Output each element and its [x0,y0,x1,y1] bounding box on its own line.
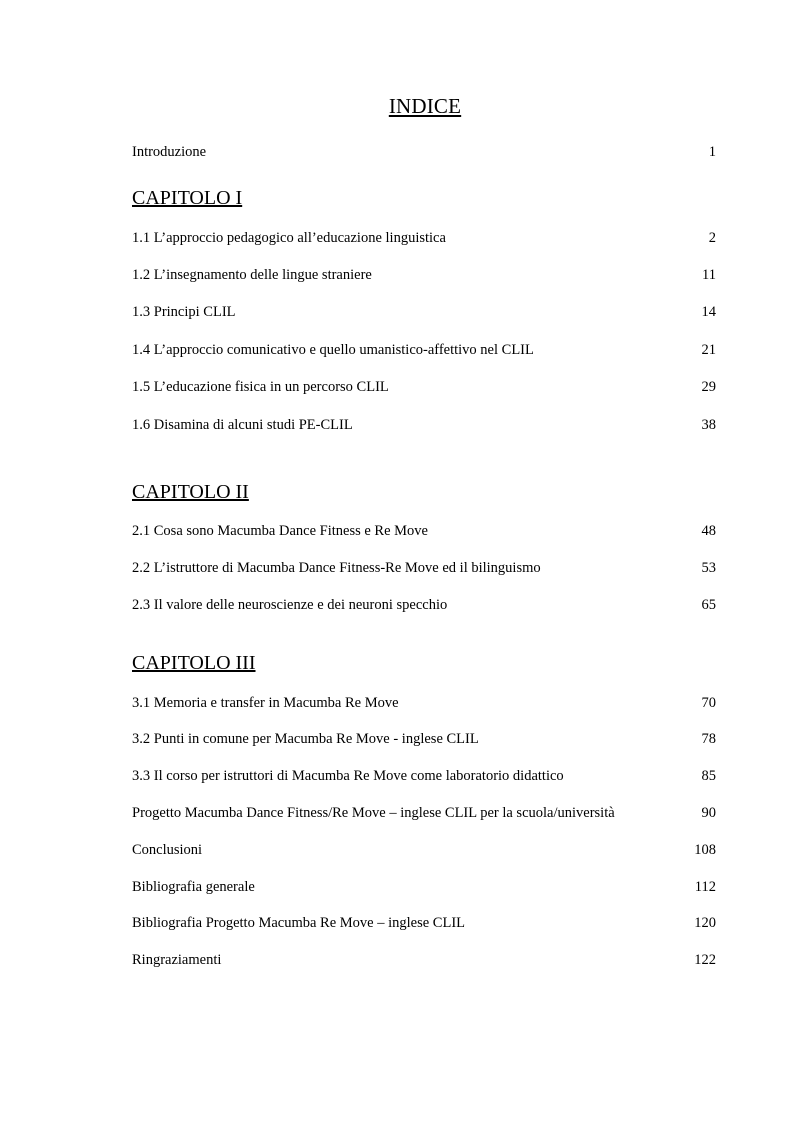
toc-entry-page: 53 [701,560,716,576]
toc-entry [132,304,716,321]
toc-entry [132,915,716,932]
toc-entry-page: 48 [701,523,716,539]
toc-entry-label: 1.4 L’approccio comunicativo e quello umanistico-affettivo nel CLIL [132,342,534,358]
toc-entry [132,342,716,359]
page-title: INDICE [388,94,462,118]
toc-entry-label: 1.1 L’approccio pedagogico all’educazione linguistica [132,230,446,246]
toc-entry [132,597,716,614]
toc-entry-page: 2 [708,230,716,246]
toc-entry [132,768,716,785]
toc-entry-page: 120 [694,915,716,931]
toc-entry-label: Introduzione [132,144,207,160]
chapter-heading-1: CAPITOLO I [132,187,243,209]
toc-entry-label: Bibliografia Progetto Macumba Re Move – inglese CLIL [132,915,466,931]
toc-entry-label: 3.1 Memoria e transfer in Macumba Re Move [132,695,399,711]
toc-entry [132,417,716,434]
chapter-heading-3: CAPITOLO III [132,652,256,674]
toc-entry-label: Bibliografia generale [132,879,255,895]
toc-entry-page: 14 [701,304,716,320]
toc-entry-label: Ringraziamenti [132,952,222,968]
toc-entry-page: 11 [702,267,716,283]
toc-entry-label: 1.5 L’educazione fisica in un percorso CLIL [132,379,389,395]
toc-entry-page: 122 [694,952,716,968]
toc-entry-label: 3.2 Punti in comune per Macumba Re Move - inglese CLIL [132,731,479,747]
toc-entry-label: 1.6 Disamina di alcuni studi PE-CLIL [132,417,353,433]
toc-entry-label: Progetto Macumba Dance Fitness/Re Move – inglese CLIL per la scuola/università [132,805,615,821]
toc-entry-introduction [132,144,716,161]
toc-entry-page: 70 [701,695,716,711]
toc-entry-page: 1 [708,144,716,160]
toc-entry [132,523,716,540]
toc-entry-label: 2.2 L’istruttore di Macumba Dance Fitness-Re Move ed il bilinguismo [132,560,541,576]
toc-entry-page: 65 [701,597,716,613]
toc-entry-page: 112 [694,879,716,895]
toc-entry-label: 2.3 Il valore delle neuroscienze e dei neuroni specchio [132,597,448,613]
toc-entry-label: 1.2 L’insegnamento delle lingue straniere [132,267,372,283]
toc-entry-page: 90 [701,805,716,821]
toc-entry [132,805,716,822]
chapter-heading-2: CAPITOLO II [132,481,249,503]
toc-entry-page: 85 [701,768,716,784]
toc-entry [132,560,716,577]
toc-entry-page: 29 [701,379,716,395]
toc-entry [132,379,716,396]
toc-entry-label: Conclusioni [132,842,203,858]
toc-entry-label: 2.1 Cosa sono Macumba Dance Fitness e Re Move [132,523,428,539]
toc-entry [132,879,716,896]
toc-entry [132,695,716,712]
toc-entry [132,842,716,859]
toc-entry-page: 108 [694,842,716,858]
toc-entry-page: 21 [701,342,716,358]
toc-entry-page: 38 [701,417,716,433]
toc-entry [132,230,716,247]
toc-entry-label: 3.3 Il corso per istruttori di Macumba Re Move come laboratorio didattico [132,768,564,784]
toc-entry [132,952,716,969]
toc-entry [132,267,716,284]
toc-entry [132,731,716,748]
toc-entry-label: 1.3 Principi CLIL [132,304,236,320]
toc-entry-page: 78 [701,731,716,747]
